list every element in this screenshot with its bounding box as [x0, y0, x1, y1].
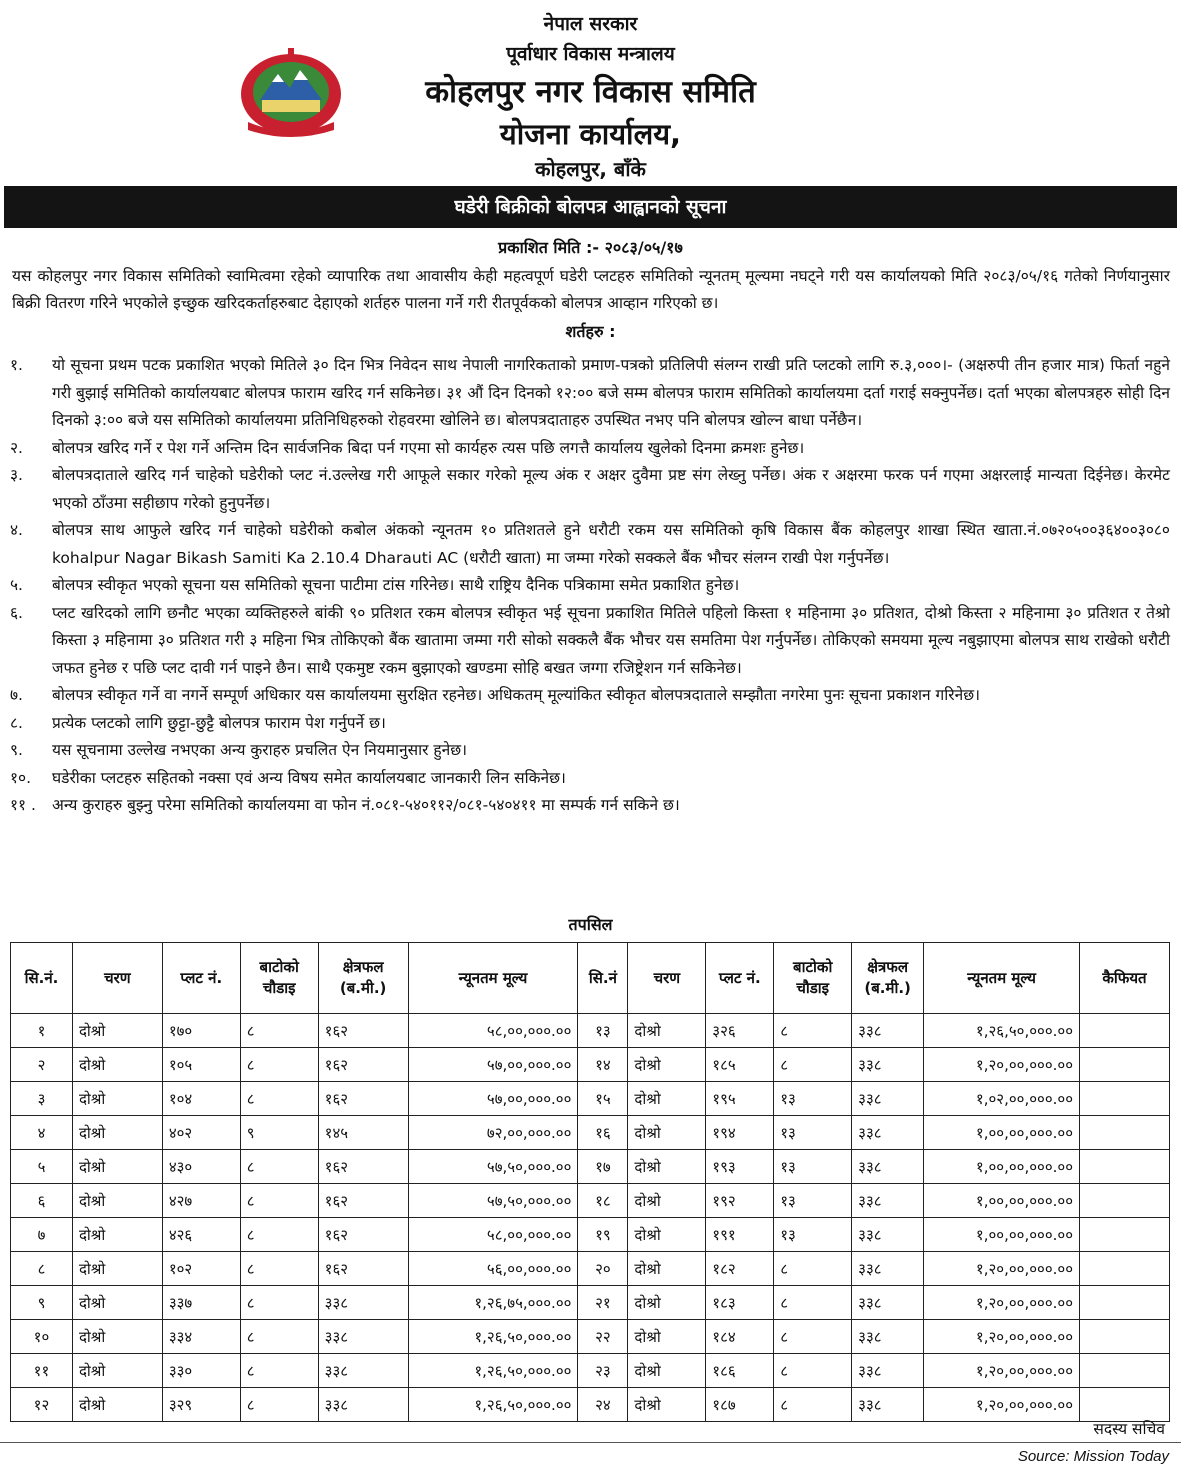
table-cell-phase: दोश्रो	[72, 1048, 162, 1082]
table-row	[11, 1014, 1170, 1048]
table-cell-price2: १,००,००,०००.००	[924, 1184, 1080, 1218]
table-cell-remarks	[1080, 1252, 1170, 1286]
table-cell-remarks	[1080, 1218, 1170, 1252]
table-row	[11, 1252, 1170, 1286]
table-cell-area2: ३३८	[852, 1320, 924, 1354]
condition-item	[10, 352, 1170, 435]
table-row	[11, 1286, 1170, 1320]
table-cell-road: ८	[240, 1320, 318, 1354]
table-cell-plot2: १९२	[706, 1184, 774, 1218]
table-cell-road2: ८	[774, 1354, 852, 1388]
table-row	[11, 1116, 1170, 1150]
table-cell-phase2: दोश्रो	[628, 1354, 706, 1388]
published-date: प्रकाशित मिति :- २०८३/०५/१७	[498, 238, 683, 257]
table-cell-phase2: दोश्रो	[628, 1150, 706, 1184]
table-cell-price: ५६,००,०००.००	[408, 1252, 578, 1286]
table-cell-phase: दोश्रो	[72, 1082, 162, 1116]
table-cell-area2: ३३८	[852, 1252, 924, 1286]
condition-text: बोलपत्र साथ आफुले खरिद गर्न चाहेको घडेरीको कबोल अंकको न्यूनतम १० प्रतिशतले हुने धरौटी रकम यस समितिको कृषि विकास बैंक कोहलपुर शाखा स्थित खाता.नं.०७२०५००३६४००३०८० kohalpur Nagar Bikash Samiti Ka 2.10.4 Dharauti AC (धरौटी खाता) मा जम्मा गरेको सक्कले बैंक भौचर संलग्न राखी पेश गर्नुपर्नेछ।	[52, 521, 1170, 567]
table-cell-area: ३३८	[318, 1286, 408, 1320]
table-cell-area: १६२	[318, 1218, 408, 1252]
table-cell-area: १६२	[318, 1150, 408, 1184]
col-header: क्षेत्रफल (ब.मी.)	[318, 943, 408, 1014]
table-cell-remarks	[1080, 1048, 1170, 1082]
condition-item	[10, 737, 1170, 765]
table-cell-price: १,२६,५०,०००.००	[408, 1320, 578, 1354]
table-cell-sn2: २४	[578, 1388, 628, 1422]
intro-paragraph: यस कोहलपुर नगर विकास समितिको स्वामित्वमा रहेको व्यापारिक तथा आवासीय केही महत्वपूर्ण घडेरी प्लटहरु समितिको न्यूनतम् मूल्यमा नघट्ने गरी यस कार्यालयको मिति २०८३/०५/१६ गतेको निर्णयानुसार बिक्री वितरण गरिने भएकोले इच्छुक खरिदकर्ताहरुबाट देहाएको शर्तहरु पालना गर्ने गरी रीतपूर्वकको बोलपत्र आव्हान गरिएको छ।	[12, 267, 1170, 312]
condition-item	[10, 710, 1170, 738]
table-cell-area2: ३३८	[852, 1184, 924, 1218]
table-cell-plot: १७०	[162, 1014, 240, 1048]
table-cell-phase: दोश्रो	[72, 1014, 162, 1048]
condition-text: प्लट खरिदको लागि छनौट भएका व्यक्तिहरुले बांकी ९० प्रतिशत रकम बोलपत्र स्वीकृत भई सूचना प्रकाशित मितिले पहिलो किस्ता १ महिनामा ३० प्रतिशत, दोश्रो किस्ता २ महिनामा ३० प्रतिशत र तेश्रो किस्ता ३ महिनामा ३० प्रतिशत गरी ३ महिना भित्र तोकिएको बैंक खातामा जम्मा गरी सोको सक्कलै बैंक भौचर यस समतिमा पेश गर्नुपर्नेछ। तोकिएको समयमा मूल्य नबुझाएमा बोलपत्र साथ राखेको धरौटी जफत हुनेछ र पछि प्लट दावी गर्न पाइने छैन। साथै एकमुष्ट रकम बुझाएको खण्डमा सोहि बखत जग्गा रजिष्ट्रेशन गर्न सकिनेछ।	[52, 603, 1170, 677]
table-cell-remarks	[1080, 1014, 1170, 1048]
table-cell-plot2: १८२	[706, 1252, 774, 1286]
table-cell-area: ३३८	[318, 1320, 408, 1354]
table-cell-area: ३३८	[318, 1388, 408, 1422]
table-cell-plot2: १८३	[706, 1286, 774, 1320]
table-cell-plot: ३२९	[162, 1388, 240, 1422]
table-cell-sn2: १५	[578, 1082, 628, 1116]
condition-item	[10, 572, 1170, 600]
col-header: बाटोको चौडाइ	[240, 943, 318, 1014]
table-cell-sn: ९	[11, 1286, 73, 1320]
table-cell-plot: १०४	[162, 1082, 240, 1116]
table-cell-price: ५७,५०,०००.००	[408, 1184, 578, 1218]
condition-number: ९.	[10, 741, 23, 759]
table-cell-price2: १,२०,००,०००.००	[924, 1354, 1080, 1388]
condition-number: ६.	[10, 603, 23, 622]
col-header: न्यूनतम मूल्य	[924, 943, 1080, 1014]
table-cell-road: ८	[240, 1150, 318, 1184]
table-cell-road: ८	[240, 1388, 318, 1422]
table-cell-phase2: दोश्रो	[628, 1388, 706, 1422]
table-cell-phase2: दोश्रो	[628, 1116, 706, 1150]
condition-number: ५.	[10, 576, 23, 594]
table-cell-road: ८	[240, 1252, 318, 1286]
condition-item	[10, 517, 1170, 572]
government-name: नेपाल सरकार	[543, 13, 638, 35]
table-cell-sn: ८	[11, 1252, 73, 1286]
table-cell-phase2: दोश्रो	[628, 1286, 706, 1320]
table-cell-sn2: २१	[578, 1286, 628, 1320]
table-cell-sn2: १६	[578, 1116, 628, 1150]
condition-text: बोलपत्र स्वीकृत गर्ने वा नगर्ने सम्पूर्ण अधिकार यस कार्यालयमा सुरक्षित रहनेछ। अधिकतम् मूल्यांकित स्वीकृत बोलपत्रदाताले सम्झौता नगरेमा पुनः सूचना प्रकाशन गरिनेछ।	[52, 686, 980, 704]
table-cell-plot2: १९३	[706, 1150, 774, 1184]
source-divider	[0, 1442, 1181, 1473]
table-cell-price: १,२६,५०,०००.००	[408, 1354, 578, 1388]
table-cell-phase2: दोश्रो	[628, 1218, 706, 1252]
conditions-heading: शर्तहरु :	[565, 322, 616, 341]
table-cell-price: ५७,००,०००.००	[408, 1048, 578, 1082]
condition-text: बोलपत्र स्वीकृत भएको सूचना यस समितिको सूचना पाटीमा टांस गरिनेछ। साथै राष्ट्रिय दैनिक पत्रिकामा समेत प्रकाशित हुनेछ।	[52, 576, 740, 594]
table-cell-phase: दोश्रो	[72, 1388, 162, 1422]
table-cell-price2: १,२०,००,०००.००	[924, 1388, 1080, 1422]
table-cell-phase2: दोश्रो	[628, 1048, 706, 1082]
condition-number: ३.	[10, 466, 23, 484]
table-row	[11, 1184, 1170, 1218]
table-cell-area2: ३३८	[852, 1388, 924, 1422]
table-cell-sn: ११	[11, 1354, 73, 1388]
condition-text: यो सूचना प्रथम पटक प्रकाशित भएको मितिले ३० दिन भित्र निवेदन साथ नेपाली नागरिकताको प्रमाण-पत्रको प्रतिलिपी संलग्न राखी प्रति प्लटको लागि रु.३,०००।- (अक्षरुपी तीन हजार मात्र) फिर्ता नहुने गरी बुझाई समितिको कार्यालयबाट बोलपत्र फाराम खरिद गर्न सकिनेछ। ३१ औं दिन दिनको १२:०० बजे सम्म बोलपत्र फाराम समितिको कार्यालयमा दर्ता गराई सक्नुपर्नेछ। दर्ता भएका बोलपत्रहरु सोही दिन दिनको ३:०० बजे यस समितिको कार्यालयमा प्रतिनिधिहरुको रोहवरमा खोलिने छ। बोलपत्रदाताहरु उपस्थित नभए पनि बोलपत्र खोल्न बाधा पर्नेछैन।	[52, 356, 1170, 429]
table-cell-area: १६२	[318, 1082, 408, 1116]
col-header: कैफियत	[1080, 943, 1170, 1014]
table-cell-price2: १,२६,५०,०००.००	[924, 1014, 1080, 1048]
table-cell-phase2: दोश्रो	[628, 1320, 706, 1354]
table-row	[11, 1388, 1170, 1422]
col-header: प्लट नं.	[162, 943, 240, 1014]
table-cell-plot2: १९५	[706, 1082, 774, 1116]
table-row	[11, 1150, 1170, 1184]
table-cell-price: ७२,००,०००.००	[408, 1116, 578, 1150]
table-cell-plot2: १८४	[706, 1320, 774, 1354]
table-cell-area2: ३३८	[852, 1014, 924, 1048]
table-cell-price2: १,२०,००,०००.००	[924, 1048, 1080, 1082]
table-cell-sn2: १४	[578, 1048, 628, 1082]
table-cell-area2: ३३८	[852, 1286, 924, 1320]
table-cell-phase: दोश्रो	[72, 1116, 162, 1150]
table-cell-road2: १३	[774, 1082, 852, 1116]
table-cell-sn2: २२	[578, 1320, 628, 1354]
condition-number: ८.	[10, 713, 23, 732]
table-cell-plot2: १९४	[706, 1116, 774, 1150]
table-cell-price: ५८,००,०००.००	[408, 1014, 578, 1048]
condition-item	[10, 765, 1170, 793]
table-cell-sn: ४	[11, 1116, 73, 1150]
table-cell-phase2: दोश्रो	[628, 1184, 706, 1218]
table-cell-price: ५७,००,०००.००	[408, 1082, 578, 1116]
table-cell-road2: ८	[774, 1388, 852, 1422]
table-cell-price: ५८,००,०००.००	[408, 1218, 578, 1252]
table-cell-road2: ८	[774, 1320, 852, 1354]
plot-table	[10, 942, 1170, 1422]
table-cell-price2: १,२०,००,०००.००	[924, 1286, 1080, 1320]
table-cell-area2: ३३८	[852, 1354, 924, 1388]
table-cell-price2: १,०२,००,०००.००	[924, 1082, 1080, 1116]
col-header: चरण	[628, 943, 706, 1014]
col-header: न्यूनतम मूल्य	[408, 943, 578, 1014]
table-cell-price: १,२६,७५,०००.००	[408, 1286, 578, 1320]
table-cell-plot2: १८७	[706, 1388, 774, 1422]
table-cell-phase: दोश्रो	[72, 1320, 162, 1354]
col-header: सि.नं.	[11, 943, 73, 1014]
table-cell-plot2: १८६	[706, 1354, 774, 1388]
signature: सदस्य सचिव	[1093, 1420, 1165, 1438]
conditions-list	[10, 352, 1170, 820]
table-cell-price2: १,२०,००,०००.००	[924, 1320, 1080, 1354]
table-cell-price2: १,२०,००,०००.००	[924, 1252, 1080, 1286]
table-cell-area: १६२	[318, 1048, 408, 1082]
table-cell-area2: ३३८	[852, 1082, 924, 1116]
table-cell-phase: दोश्रो	[72, 1286, 162, 1320]
table-cell-sn: २	[11, 1048, 73, 1082]
table-cell-road: ९	[240, 1116, 318, 1150]
condition-item	[10, 435, 1170, 463]
table-heading: तपसिल	[568, 915, 613, 934]
table-cell-sn: १	[11, 1014, 73, 1048]
table-cell-plot: ४०२	[162, 1116, 240, 1150]
table-cell-phase: दोश्रो	[72, 1218, 162, 1252]
table-cell-remarks	[1080, 1150, 1170, 1184]
notice-title: घडेरी बिक्रीको बोलपत्र आह्वानको सूचना	[4, 186, 1177, 228]
table-cell-price2: १,००,००,०००.००	[924, 1218, 1080, 1252]
office-location: कोहलपुर, बाँके	[535, 157, 646, 181]
table-cell-road2: ८	[774, 1048, 852, 1082]
condition-text: यस सूचनामा उल्लेख नभएका अन्य कुराहरु प्रचलित ऐन नियमानुसार हुनेछ।	[52, 741, 467, 759]
condition-text: बोलपत्रदाताले खरिद गर्न चाहेको घडेरीको प्लट नं.उल्लेख गरी आफूले सकार गरेको मूल्य अंक र अक्षर दुवैमा प्रष्ट संग लेख्नु पर्नेछ। अंक र अक्षरमा फरक पर्न गएमा अक्षरलाई मान्यता दिईनेछ। केरमेट भएको ठाँउमा सहीछाप गरेको हुनुपर्नेछ।	[52, 466, 1170, 512]
table-cell-price2: १,००,००,०००.००	[924, 1116, 1080, 1150]
table-row	[11, 1218, 1170, 1252]
table-cell-plot2: ३२६	[706, 1014, 774, 1048]
table-cell-road: ८	[240, 1286, 318, 1320]
table-cell-road: ८	[240, 1184, 318, 1218]
table-cell-plot: ४२६	[162, 1218, 240, 1252]
table-cell-road: ८	[240, 1354, 318, 1388]
table-cell-road: ८	[240, 1014, 318, 1048]
ministry-name: पूर्वाधार विकास मन्त्रालय	[506, 43, 675, 65]
table-cell-road2: १३	[774, 1116, 852, 1150]
table-cell-phase2: दोश्रो	[628, 1014, 706, 1048]
condition-number: ४.	[10, 521, 23, 539]
table-cell-area: ३३८	[318, 1354, 408, 1388]
table-cell-sn: १२	[11, 1388, 73, 1422]
committee-name: कोहलपुर नगर विकास समिति	[425, 74, 756, 110]
table-cell-plot: ४२७	[162, 1184, 240, 1218]
table-cell-sn: १०	[11, 1320, 73, 1354]
condition-text: प्रत्येक प्लटको लागि छुट्टा-छुट्टै बोलपत्र फाराम पेश गर्नुपर्ने छ।	[52, 713, 386, 732]
table-cell-phase: दोश्रो	[72, 1354, 162, 1388]
table-cell-area: १६२	[318, 1014, 408, 1048]
condition-number: २.	[10, 438, 23, 457]
table-cell-phase: दोश्रो	[72, 1252, 162, 1286]
table-cell-road: ८	[240, 1048, 318, 1082]
col-header: सि.नं	[578, 943, 628, 1014]
table-header-row	[11, 943, 1170, 1014]
table-cell-road2: ८	[774, 1014, 852, 1048]
table-cell-remarks	[1080, 1286, 1170, 1320]
table-cell-sn2: १९	[578, 1218, 628, 1252]
condition-text: घडेरीका प्लटहरु सहितको नक्सा एवं अन्य विषय समेत कार्यालयबाट जानकारी लिन सकिनेछ।	[52, 768, 566, 787]
table-cell-remarks	[1080, 1184, 1170, 1218]
table-cell-sn2: १७	[578, 1150, 628, 1184]
col-header: चरण	[72, 943, 162, 1014]
table-cell-plot: १०२	[162, 1252, 240, 1286]
table-cell-phase2: दोश्रो	[628, 1082, 706, 1116]
table-body	[11, 1014, 1170, 1422]
table-cell-sn2: १३	[578, 1014, 628, 1048]
table-cell-road: ८	[240, 1218, 318, 1252]
table-cell-price: १,२६,५०,०००.००	[408, 1388, 578, 1422]
table-cell-area2: ३३८	[852, 1116, 924, 1150]
condition-text: अन्य कुराहरु बुझ्नु परेमा समितिको कार्यालयमा वा फोन नं.०८१-५४०११२/०८१-५४०४११ मा सम्पर्क गर्न सकिने छ।	[52, 796, 680, 814]
table-cell-phase: दोश्रो	[72, 1184, 162, 1218]
table-cell-road2: ८	[774, 1286, 852, 1320]
table-cell-plot: ४३०	[162, 1150, 240, 1184]
table-row	[11, 1082, 1170, 1116]
table-cell-remarks	[1080, 1354, 1170, 1388]
condition-number: ११ .	[10, 796, 36, 814]
table-cell-plot2: १८५	[706, 1048, 774, 1082]
table-cell-sn: ६	[11, 1184, 73, 1218]
table-cell-area2: ३३८	[852, 1048, 924, 1082]
table-cell-sn2: १८	[578, 1184, 628, 1218]
table-cell-plot: ३३४	[162, 1320, 240, 1354]
condition-number: १.	[10, 356, 23, 374]
table-cell-road2: ८	[774, 1252, 852, 1286]
table-cell-sn: ७	[11, 1218, 73, 1252]
condition-number: १०.	[10, 768, 32, 787]
col-header: बाटोको चौडाइ	[774, 943, 852, 1014]
table-cell-plot2: १९१	[706, 1218, 774, 1252]
col-header: क्षेत्रफल (ब.मी.)	[852, 943, 924, 1014]
table-cell-road2: १३	[774, 1150, 852, 1184]
condition-item	[10, 462, 1170, 517]
table-cell-road2: १३	[774, 1184, 852, 1218]
table-cell-phase2: दोश्रो	[628, 1252, 706, 1286]
table-cell-plot: १०५	[162, 1048, 240, 1082]
table-cell-price: ५७,५०,०००.००	[408, 1150, 578, 1184]
table-cell-area2: ३३८	[852, 1150, 924, 1184]
condition-item	[10, 600, 1170, 683]
source-credit: Source: Mission Today	[1017, 1448, 1169, 1465]
table-cell-phase: दोश्रो	[72, 1150, 162, 1184]
table-cell-sn: ५	[11, 1150, 73, 1184]
table-cell-road2: १३	[774, 1218, 852, 1252]
condition-number: ७.	[10, 686, 23, 704]
table-cell-price2: १,००,००,०००.००	[924, 1150, 1080, 1184]
table-cell-area: १६२	[318, 1252, 408, 1286]
office-name: योजना कार्यालय,	[499, 117, 682, 151]
table-cell-plot: ३३७	[162, 1286, 240, 1320]
table-row	[11, 1048, 1170, 1082]
table-cell-area2: ३३८	[852, 1218, 924, 1252]
table-cell-plot: ३३०	[162, 1354, 240, 1388]
table-cell-remarks	[1080, 1320, 1170, 1354]
table-row	[11, 1320, 1170, 1354]
col-header: प्लट नं.	[706, 943, 774, 1014]
table-cell-road: ८	[240, 1082, 318, 1116]
table-cell-area: १४५	[318, 1116, 408, 1150]
table-cell-sn2: २३	[578, 1354, 628, 1388]
table-row	[11, 1354, 1170, 1388]
letterhead	[0, 0, 1181, 186]
table-cell-sn: ३	[11, 1082, 73, 1116]
table-cell-sn2: २०	[578, 1252, 628, 1286]
condition-item	[10, 682, 1170, 710]
condition-item	[10, 792, 1170, 820]
table-cell-remarks	[1080, 1116, 1170, 1150]
condition-text: बोलपत्र खरिद गर्ने र पेश गर्ने अन्तिम दिन सार्वजनिक बिदा पर्न गएमा सो कार्यहरु त्यस पछि लगत्तै कार्यालय खुलेको दिनमा क्रमशः हुनेछ।	[52, 438, 805, 457]
table-cell-remarks	[1080, 1082, 1170, 1116]
table-cell-area: १६२	[318, 1184, 408, 1218]
